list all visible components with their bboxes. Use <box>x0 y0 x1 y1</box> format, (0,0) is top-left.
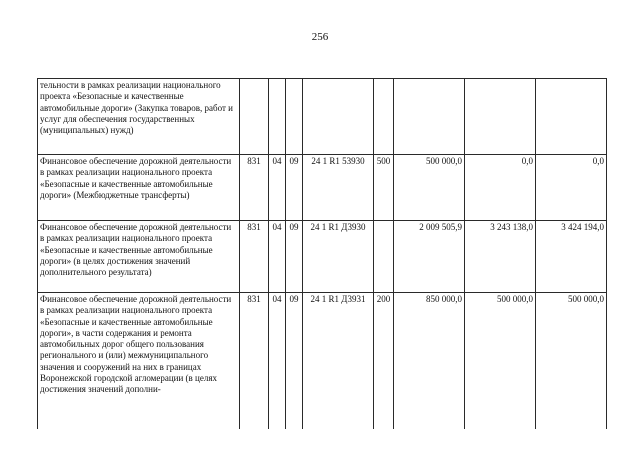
ministry-code-cell: 831 <box>240 221 269 293</box>
table-row <box>38 79 607 155</box>
target-article-cell: 24 1 R1 Д3930 <box>303 221 374 293</box>
budget-table <box>37 78 607 429</box>
section-code-cell: 04 <box>269 293 286 429</box>
amount-2024-cell <box>394 79 465 155</box>
amount-2025-cell: 500 000,0 <box>465 293 536 429</box>
amount-2026-cell: 0,0 <box>536 155 607 221</box>
amount-2026-cell <box>536 79 607 155</box>
page-number: 256 <box>311 31 329 43</box>
table-row <box>38 293 607 429</box>
amount-2026-cell: 500 000,0 <box>536 293 607 429</box>
row-name-cell: тельности в рамках реализации национального проекта «Безопасные и качественные автомобильные дороги» (Закупка товаров, работ и услуг для обеспечения государственных (муниципальных) нужд) <box>38 79 240 155</box>
expense-kind-cell <box>374 79 394 155</box>
subsection-code-cell <box>286 79 303 155</box>
subsection-code-cell: 09 <box>286 221 303 293</box>
amount-2025-cell: 3 243 138,0 <box>465 221 536 293</box>
amount-2025-cell <box>465 79 536 155</box>
amount-2024-cell: 2 009 505,9 <box>394 221 465 293</box>
row-name-cell: Финансовое обеспечение дорожной деятельности в рамках реализации национального проекта «Безопасные и качественные автомобильные дороги» (Межбюджетные трансферты) <box>38 155 240 221</box>
row-name-cell: Финансовое обеспечение дорожной деятельности в рамках реализации национального проекта «Безопасные и качественные автомобильные дороги» (в целях достижения значений дополнительного результата) <box>38 221 240 293</box>
target-article-cell: 24 1 R1 53930 <box>303 155 374 221</box>
section-code-cell: 04 <box>269 155 286 221</box>
section-code-cell: 04 <box>269 221 286 293</box>
ministry-code-cell: 831 <box>240 155 269 221</box>
table-row <box>38 155 607 221</box>
ministry-code-cell <box>240 79 269 155</box>
subsection-code-cell: 09 <box>286 155 303 221</box>
ministry-code-cell: 831 <box>240 293 269 429</box>
expense-kind-cell: 500 <box>374 155 394 221</box>
expense-kind-cell: 200 <box>374 293 394 429</box>
subsection-code-cell: 09 <box>286 293 303 429</box>
target-article-cell: 24 1 R1 Д3931 <box>303 293 374 429</box>
amount-2025-cell: 0,0 <box>465 155 536 221</box>
amount-2024-cell: 850 000,0 <box>394 293 465 429</box>
amount-2026-cell: 3 424 194,0 <box>536 221 607 293</box>
target-article-cell <box>303 79 374 155</box>
table-row <box>38 221 607 293</box>
section-code-cell <box>269 79 286 155</box>
row-name-cell: Финансовое обеспечение дорожной деятельности в рамках реализации национального проекта «Безопасные и качественные автомобильные дороги», в части содержания и ремонта автомобильных дорог общего пользования регионального и (или) межмуниципального значения и сооружений на них в границах Воронежской городской агломерации (в целях достижения значений дополни- <box>38 293 240 429</box>
expense-kind-cell <box>374 221 394 293</box>
amount-2024-cell: 500 000,0 <box>394 155 465 221</box>
